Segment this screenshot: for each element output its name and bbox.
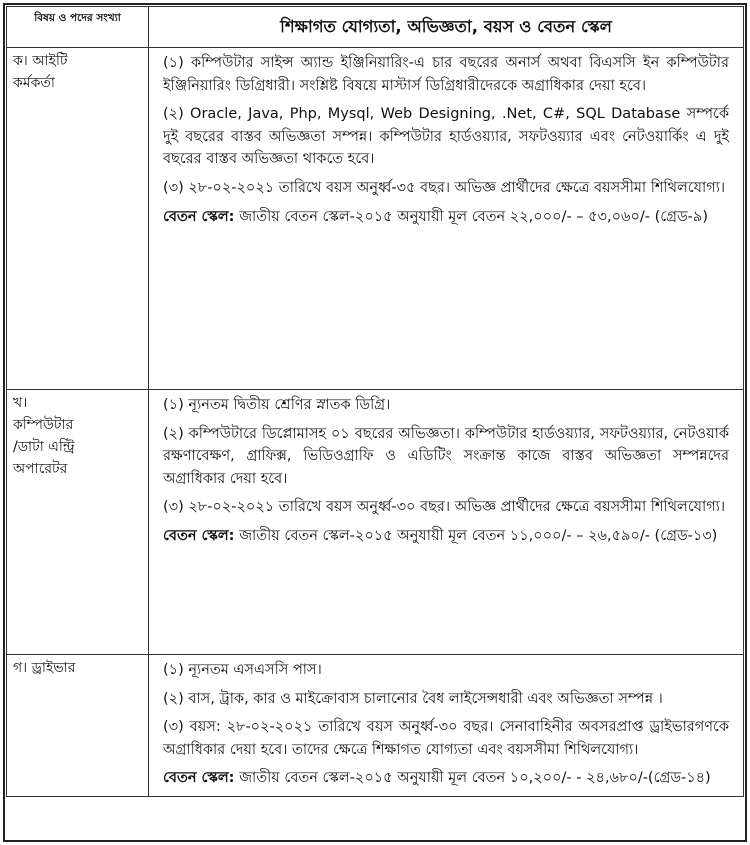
requirement-item: (৩) ২৮-০২-২০২১ তারিখে বয়স অনুর্ধ্ব-৩০ বছর। অভিজ্ঞ প্রার্থীদের ক্ষেত্রে বয়সসীমা শিথিলযোগ্য। — [163, 499, 726, 516]
requirement-item: (২) Oracle, Java, Php, Mysql, Web Designing, .Net, C#, SQL Database সম্পর্কে দুই বছরের বাস্তব অভিজ্ঞতা সম্পন্ন। কম্পিউটার হার্ডওয়্যার, সফটওয়্যার এবং নেটওয়ার্কিং এ দুই বছরের বাস্তব অভিজ্ঞতা থাকতে হবে। — [163, 106, 729, 168]
header-post-count: বিষয় ও পদের সংখ্যা — [7, 7, 149, 48]
table-header-row — [7, 7, 744, 48]
requirement-item: (১) ন্যূনতম দ্বিতীয় শ্রেণির স্নাতক ডিগ্রি। — [163, 397, 391, 413]
requirement-item: (২) কম্পিউটারে ডিপ্লোমাসহ ০১ বছরের অভিজ্ঞতা। কম্পিউটার হার্ডওয়্যার, সফটওয়্যার, নেটওয়ার্ক রক্ষণাবেক্ষণ, গ্রাফিক্স, ভিডিওগ্রাফি ও এডিটিং সংক্রান্ত কাজে বাস্তব অভিজ্ঞতা সম্পন্নদের অগ্রাধিকার দেয়া হবে। — [163, 425, 729, 487]
requirement-item: (১) ন্যূনতম এসএসসি পাস। — [163, 662, 322, 678]
table-row — [7, 655, 744, 797]
post-name: গ। ড্রাইভার — [7, 655, 149, 797]
requirement-item: (২) বাস, ট্রাক, কার ও মাইক্রোবাস চালানোর বৈধ লাইসেন্সধারী এবং অভিজ্ঞতা সম্পন্ন । — [163, 690, 663, 707]
salary-label: বেতন স্কেল: — [163, 208, 235, 225]
requirement-item: (৩) ২৮-০২-২০২১ তারিখে বয়স অনুর্ধ্ব-৩৫ বছর। অভিজ্ঞ প্রার্থীদের ক্ষেত্রে বয়সসীমা শিথিলযোগ্য। — [163, 179, 726, 196]
header-requirements: শিক্ষাগত যোগ্যতা, অভিজ্ঞতা, বয়স ও বেতন স্কেল — [149, 7, 744, 48]
requirements-cell — [149, 390, 744, 655]
requirements-cell — [149, 48, 744, 390]
requirement-item: (১) কম্পিউটার সাইন্স অ্যান্ড ইঞ্জিনিয়ারিং-এ চার বছরের অনার্স অথবা বিএসসি ইন কম্পিউটার ইঞ্জিনিয়ারিং ডিগ্রিধারী। সংশ্লিষ্ট বিষয়ে মাস্টার্স ডিগ্রিধারীদেরকে অগ্রাধিকার দেয়া হবে। — [163, 55, 729, 94]
salary-line — [163, 525, 729, 548]
salary-text: জাতীয় বেতন স্কেল-২০১৫ অনুযায়ী মূল বেতন ১০,২০০/- - ২৪,৬৮০/-(গ্রেড-১৪) — [239, 770, 711, 787]
job-requirements-table — [6, 6, 744, 797]
requirement-item: (৩) বয়স: ২৮-০২-২০২১ তারিখে বয়স অনুর্ধ্ব-৩০ বছর। সেনাবাহিনীর অবসরপ্রাপ্ত ড্রাইভারগণকে অগ্রাধিকার দেয়া হবে। তাদের ক্ষেত্রে শিক্ষাগত যোগ্যতা এবং বয়সসীমা শিথিলযোগ্য। — [163, 719, 729, 758]
salary-label: বেতন স্কেল: — [163, 770, 235, 787]
salary-label: বেতন স্কেল: — [163, 527, 235, 544]
table-row — [7, 48, 744, 390]
salary-text: জাতীয় বেতন স্কেল-২০১৫ অনুযায়ী মূল বেতন ১১,০০০/- – ২৬,৫৯০/- (গ্রেড-১৩) — [239, 527, 718, 544]
requirements-cell — [149, 655, 744, 797]
salary-line — [163, 767, 729, 790]
post-name: খ। কম্পিউটার /ডাটা এন্ট্রি অপারেটর — [7, 390, 149, 655]
post-name: ক। আইটি কর্মকর্তা — [7, 48, 149, 390]
salary-text: জাতীয় বেতন স্কেল-২০১৫ অনুযায়ী মূল বেতন ২২,০০০/- – ৫৩,০৬০/- (গ্রেড-৯) — [239, 208, 708, 225]
table-row — [7, 390, 744, 655]
salary-line — [163, 206, 729, 229]
